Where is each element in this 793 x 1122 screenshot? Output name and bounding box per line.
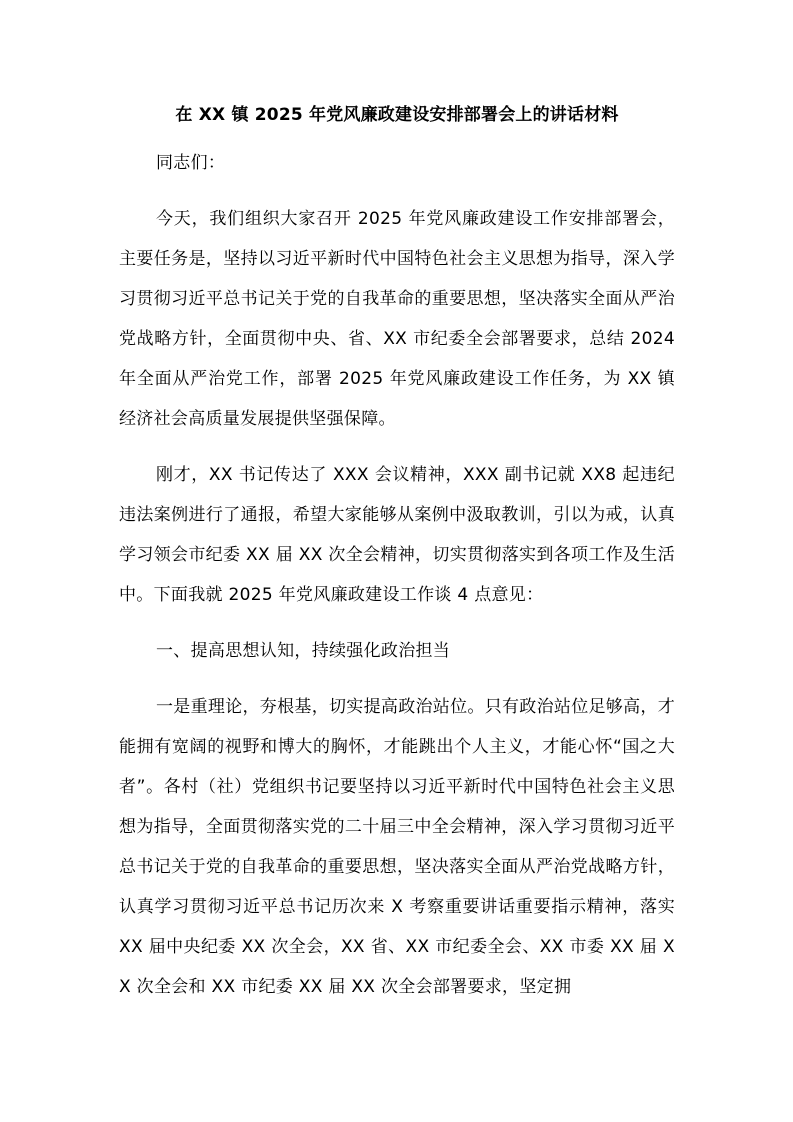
- salutation: 同志们：: [156, 153, 226, 173]
- paragraph-briefing: 刚才，XX 书记传达了 XXX 会议精神，XXX 副书记就 XX8 起违纪违法案例进行了通报，希望大家能够从案例中汲取教训，引以为戒，认真学习领会市纪委 XX 届 XX 次全会精神，切实贯彻落实到各项工作及生活中。下面我就 2025 年党风廉政建设工作谈 4 点意见：: [119, 465, 675, 605]
- document-body: [119, 103, 675, 1007]
- section-heading: 一、提高思想认知，持续强化政治担当: [156, 641, 451, 661]
- paragraph-section-one: 一是重理论，夯根基，切实提高政治站位。只有政治站位足够高，才能拥有宽阔的视野和博大的胸怀，才能跳出个人主义，才能心怀“国之大者”。各村（社）党组织书记要坚持以习近平新时代中国特色社会主义思想为指导，全面贯彻落实党的二十届三中全会精神，深入学习贯彻习近平总书记关于党的自我革命的重要思想，坚决落实全面从严治党战略方针，认真学习贯彻习近平总书记历次来 X 考察重要讲话重要指示精神，落实 XX 届中央纪委 XX 次全会，XX 省、XX 市纪委全会、XX 市委 XX 届 XX 次全会和 XX 市纪委 XX 届 XX 次全会部署要求，坚定拥: [119, 697, 675, 997]
- document-title: 在 XX 镇 2025 年党风廉政建设安排部署会上的讲话材料: [175, 105, 619, 125]
- paragraph-opening: 今天，我们组织大家召开 2025 年党风廉政建设工作安排部署会，主要任务是，坚持以习近平新时代中国特色社会主义思想为指导，深入学习贯彻习近平总书记关于党的自我革命的重要思想，坚决落实全面从严治党战略方针，全面贯彻中央、省、XX 市纪委全会部署要求，总结 2024 年全面从严治党工作，部署 2025 年党风廉政建设工作任务，为 XX 镇经济社会高质量发展提供坚强保障。: [119, 209, 675, 429]
